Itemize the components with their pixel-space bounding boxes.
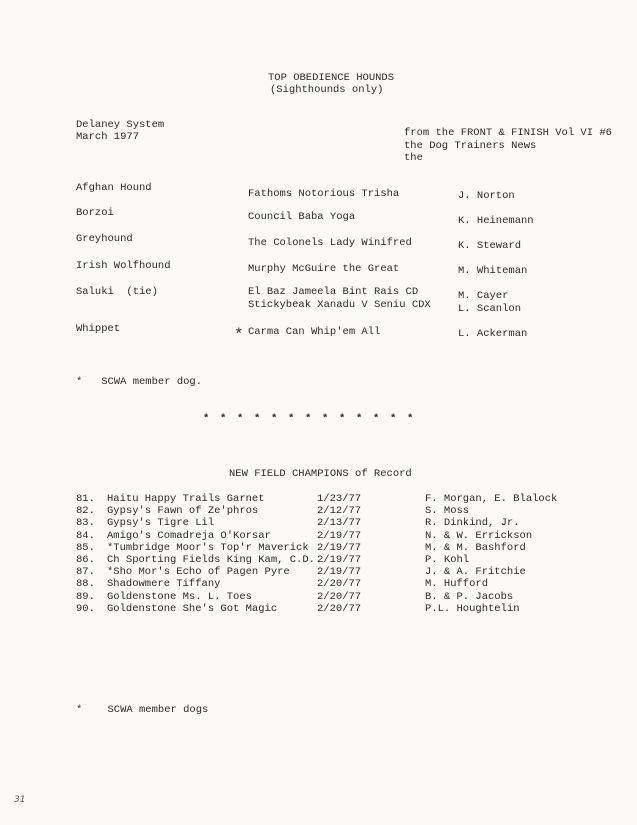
field-champion-row xyxy=(0,542,637,554)
dog-name: Haitu Happy Trails Garnet xyxy=(107,493,265,505)
source-line-3: the xyxy=(404,152,423,164)
field-champion-row xyxy=(0,578,637,590)
breed-name: Borzoi xyxy=(76,207,114,219)
section-separator: * * * * * * * * * * * * * xyxy=(203,413,416,425)
owner-name: N. & W. Errickson xyxy=(425,529,533,542)
dog-name: The Colonels Lady Winifred xyxy=(248,237,412,249)
breed-name: Saluki (tie) xyxy=(76,286,158,298)
field-champion-row xyxy=(0,603,637,615)
breed-name: Irish Wolfhound xyxy=(76,260,171,272)
member-asterisk: * xyxy=(234,326,244,344)
footnote-member-dog: * SCWA member dog. xyxy=(76,376,203,388)
entry-number: 88. xyxy=(76,578,95,591)
field-champion-row xyxy=(0,505,637,517)
title-date: 2/13/77 xyxy=(317,517,362,530)
dog-name: *Tumbridge Moor's Top'r Maverick xyxy=(107,541,309,554)
entry-number: 86. xyxy=(76,554,95,566)
dog-name: Fathoms Notorious Trisha xyxy=(248,188,400,200)
title-date: 2/19/77 xyxy=(317,566,362,579)
owner-name: F. Morgan, E. Blalock xyxy=(425,493,558,505)
owner-name: M. Whiteman xyxy=(458,265,528,277)
title-date: 2/20/77 xyxy=(317,590,362,603)
entry-number: 85. xyxy=(76,541,95,554)
title-date: 2/20/77 xyxy=(317,578,362,591)
obedience-row xyxy=(0,182,637,202)
title-date: 1/23/77 xyxy=(317,493,362,505)
dog-name: Amigo's Comadreja O'Korsar xyxy=(107,529,271,542)
entry-number: 84. xyxy=(76,529,95,542)
owner-name: B. & P. Jacobs xyxy=(425,590,514,603)
entry-number: 87. xyxy=(76,566,95,579)
footnote-member-dogs: * SCWA member dogs xyxy=(76,704,209,716)
entry-number: 90. xyxy=(76,602,95,615)
title-date: 2/19/77 xyxy=(317,541,362,554)
dog-name: Gypsy's Tigre Lil xyxy=(107,517,215,530)
owner-name: P. Kohl xyxy=(425,554,470,566)
field-champion-row xyxy=(0,530,637,542)
breed-name: Greyhound xyxy=(76,233,133,245)
dog-name: Goldenstone She's Got Magic xyxy=(107,602,278,615)
dog-name: *Sho Mor's Echo of Pagen Pyre xyxy=(107,566,290,579)
owner-name: P.L. Houghtelin xyxy=(425,602,520,615)
obedience-row xyxy=(0,286,637,302)
dog-name: Goldenstone Ms. L. Toes xyxy=(107,590,252,603)
handwritten-page-mark: 31 xyxy=(14,795,26,805)
entry-number: 82. xyxy=(76,505,95,518)
obedience-row xyxy=(0,260,637,277)
obedience-row xyxy=(0,233,637,252)
title-date: 2/12/77 xyxy=(317,505,362,518)
owner-name: S. Moss xyxy=(425,505,470,518)
field-champion-row xyxy=(0,517,637,529)
breed-name: Afghan Hound xyxy=(76,182,152,194)
title-date: 2/19/77 xyxy=(317,529,362,542)
owner-name: L. Ackerman xyxy=(458,328,528,340)
source-line-2: the Dog Trainers News xyxy=(404,140,537,152)
entry-number: 83. xyxy=(76,517,95,530)
dog-name: Carma Can Whip'em All xyxy=(248,326,381,338)
owner-name: M. Cayer xyxy=(458,290,509,302)
dog-name: Council Baba Yoga xyxy=(248,211,356,223)
source-line-1: from the FRONT & FINISH Vol VI #6 xyxy=(404,127,612,139)
system-date: March 1977 xyxy=(76,131,140,143)
document-title: TOP OBEDIENCE HOUNDS xyxy=(268,72,395,84)
entry-number: 89. xyxy=(76,590,95,603)
field-champion-row xyxy=(0,493,637,505)
owner-name: R. Dinkind, Jr. xyxy=(425,517,520,530)
obedience-row xyxy=(0,207,637,227)
field-champion-row xyxy=(0,591,637,603)
dog-name: Murphy McGuire the Great xyxy=(248,263,400,275)
field-champions-title: NEW FIELD CHAMPIONS of Record xyxy=(229,468,412,480)
owner-name: M. Hufford xyxy=(425,578,489,591)
owner-name: M. & M. Bashford xyxy=(425,541,526,554)
owner-name: J. & A. Fritchie xyxy=(425,566,526,579)
dog-name: Gypsy's Fawn of Ze'phros xyxy=(107,505,259,518)
title-date: 2/19/77 xyxy=(317,554,362,566)
owner-name: K. Steward xyxy=(458,240,522,252)
field-champion-row xyxy=(0,566,637,578)
document-subtitle: (Sighthounds only) xyxy=(270,84,384,96)
obedience-row xyxy=(0,323,637,344)
obedience-row xyxy=(0,299,637,315)
field-champion-row xyxy=(0,554,637,566)
dog-name: Shadowmere Tiffany xyxy=(107,578,221,591)
owner-name: J. Norton xyxy=(458,190,515,202)
dog-name: Ch Sporting Fields King Kam, C.D. xyxy=(107,554,315,566)
dog-name: Stickybeak Xanadu V Seniu CDX xyxy=(248,299,431,311)
owner-name: K. Heinemann xyxy=(458,215,534,227)
owner-name: L. Scanlon xyxy=(458,303,522,315)
title-date: 2/20/77 xyxy=(317,602,362,615)
breed-name: Whippet xyxy=(76,323,121,335)
system-name: Delaney System xyxy=(76,119,165,131)
entry-number: 81. xyxy=(76,493,95,505)
dog-name: El Baz Jameela Bint Rais CD xyxy=(248,286,419,298)
